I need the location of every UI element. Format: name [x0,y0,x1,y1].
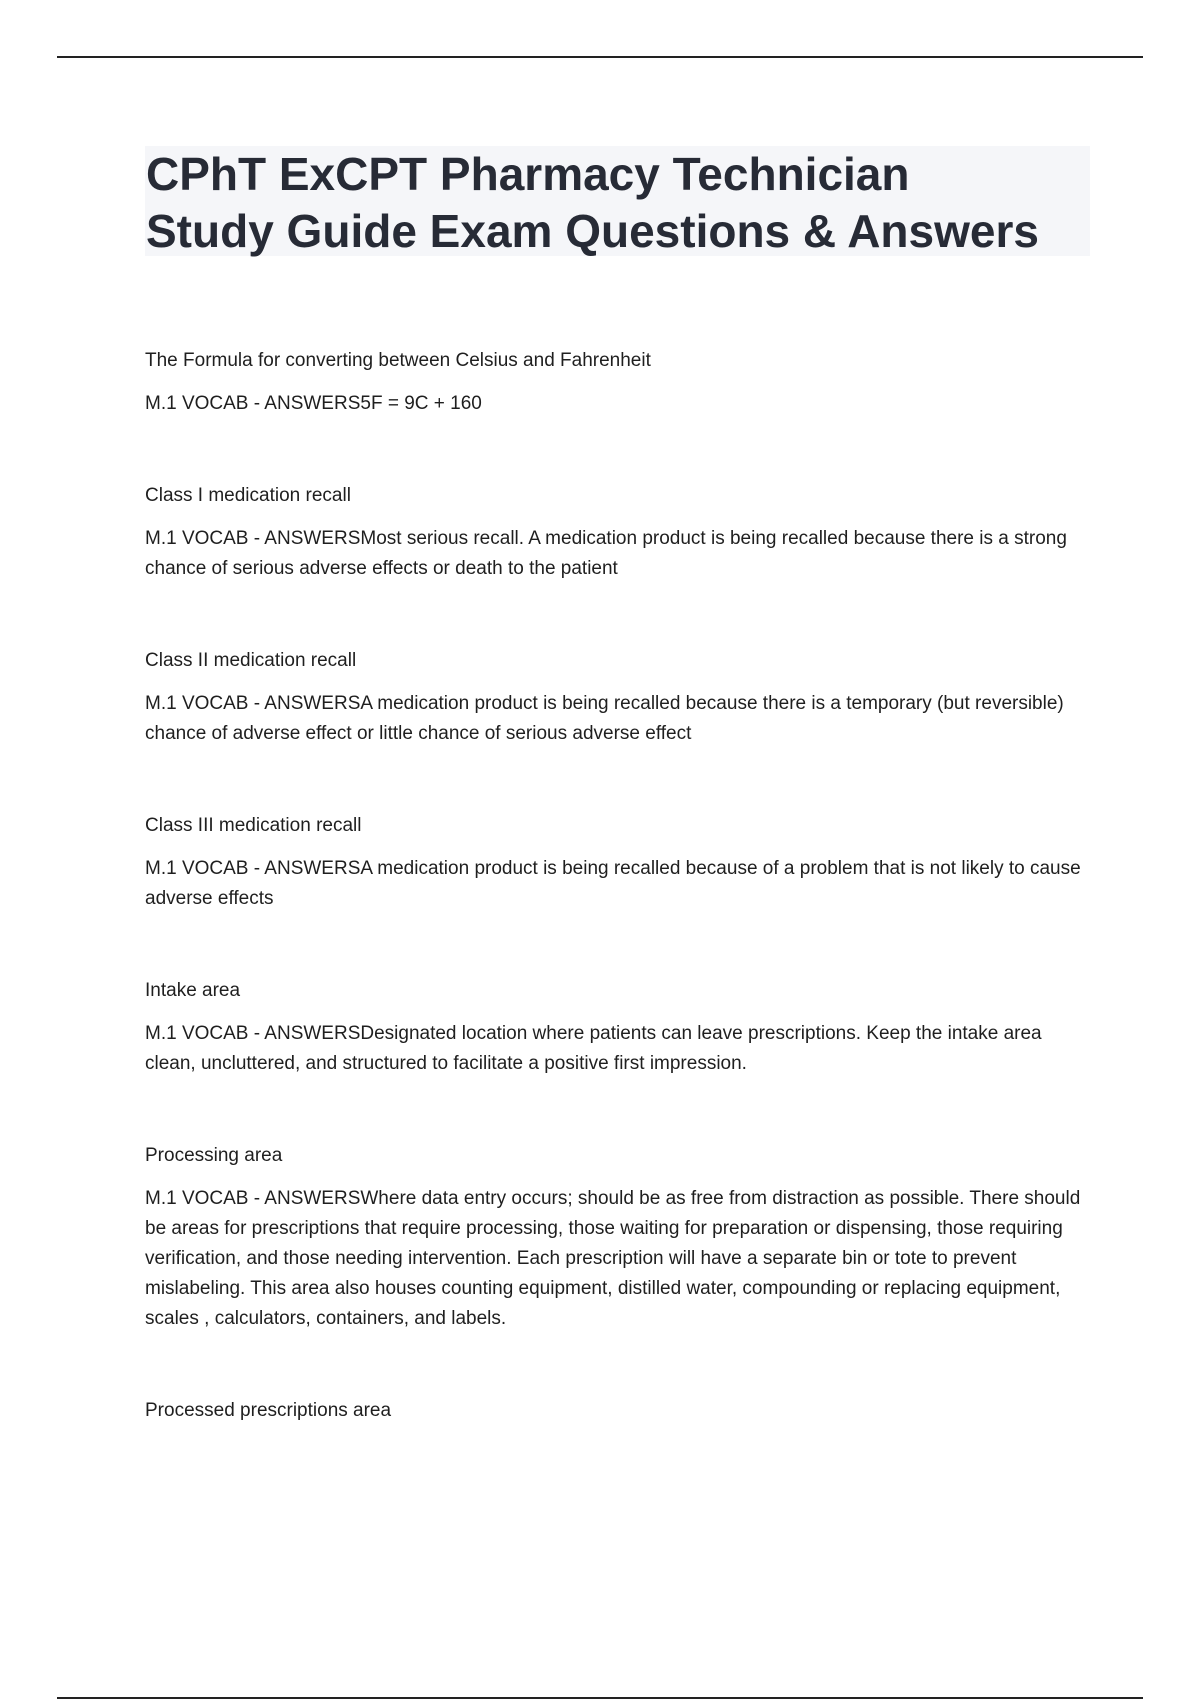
question-text: Class II medication recall [145,650,357,671]
qa-item [145,1141,1095,1334]
qa-item [145,1396,1095,1426]
question-text: Intake area [145,980,241,1001]
document-title-line-1: CPhT ExCPT Pharmacy Technician [146,148,910,200]
top-divider [57,56,1143,58]
question-text: The Formula for converting between Celsius and Fahrenheit [145,350,651,371]
document-title [145,146,1090,260]
answer-text: M.1 VOCAB - ANSWERSDesignated location where patients can leave prescriptions. Keep the intake area clean, uncluttered, and structured to facilitate a positive first impression. [145,1023,1042,1074]
bottom-divider [57,1697,1143,1699]
question-text: Processed prescriptions area [145,1400,392,1421]
qa-item [145,646,1095,749]
answer-text: M.1 VOCAB - ANSWERSWhere data entry occurs; should be as free from distraction as possible. There should be areas for prescriptions that require processing, those waiting for preparation or dispensing, those requiring verification, and those needing intervention. Each prescription will have a separate bin or tote to prevent mislabeling. This area also houses counting equipment, distilled water, compounding or replacing equipment, scales , calculators, containers, and labels. [145,1188,1081,1329]
qa-item [145,481,1095,584]
answer-text: M.1 VOCAB - ANSWERS5F = 9C + 160 [145,393,482,414]
answer-text: M.1 VOCAB - ANSWERSA medication product is being recalled because of a problem that is not likely to cause adverse effects [145,858,1081,909]
qa-item [145,346,1095,419]
title-banner [145,146,1090,256]
document-title-line-2: Study Guide Exam Questions & Answers [146,205,1039,257]
qa-item [145,976,1095,1079]
question-text: Class III medication recall [145,815,362,836]
answer-text: M.1 VOCAB - ANSWERSMost serious recall. A medication product is being recalled because there is a strong chance of serious adverse effects or death to the patient [145,528,1067,579]
qa-item [145,811,1095,914]
qa-list [145,346,1095,1488]
question-text: Class I medication recall [145,485,351,506]
answer-text: M.1 VOCAB - ANSWERSA medication product is being recalled because there is a temporary (but reversible) chance of adverse effect or little chance of serious adverse effect [145,693,1064,744]
question-text: Processing area [145,1145,283,1166]
